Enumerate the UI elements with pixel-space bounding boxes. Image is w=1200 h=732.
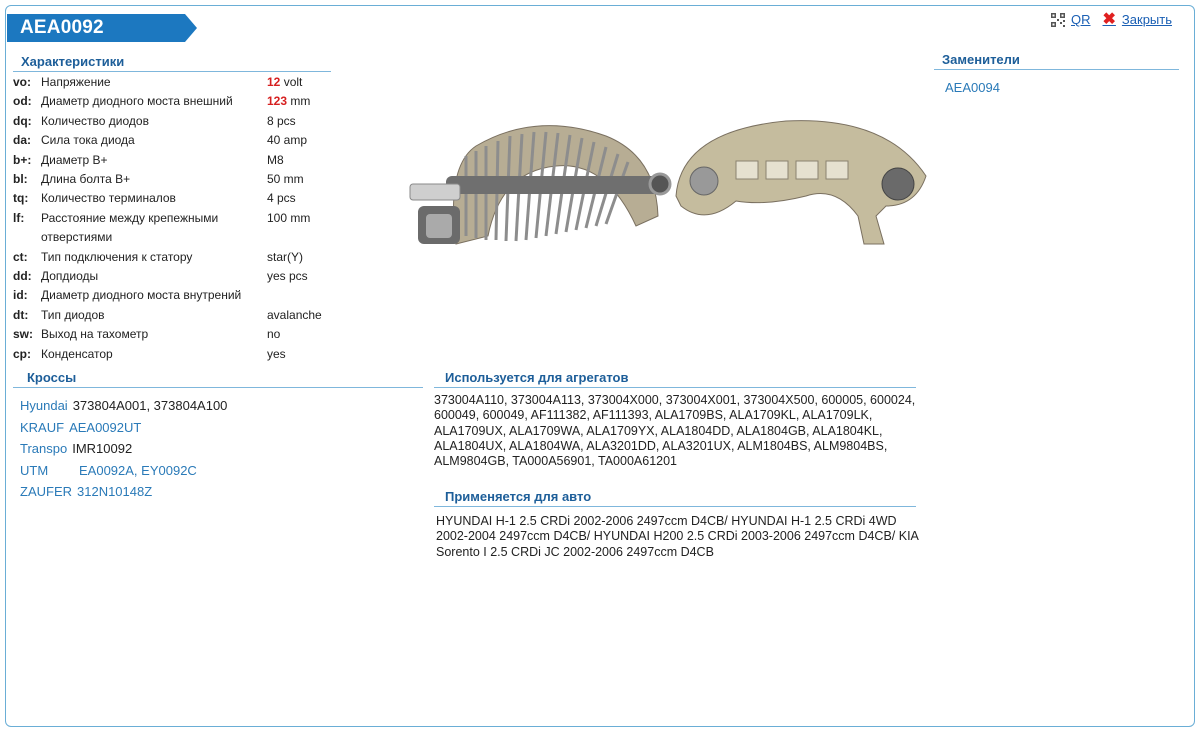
spec-value-unit: M8 <box>267 152 284 167</box>
spec-row <box>13 131 337 150</box>
spec-code: dt: <box>13 307 29 322</box>
product-title: AEA0092 <box>20 17 104 38</box>
spec-name: Тип диодов <box>41 307 105 322</box>
cross-parts[interactable]: EA0092A, EY0092C <box>79 462 197 478</box>
spec-name: Допдиоды <box>41 269 99 284</box>
spec-row <box>13 325 337 344</box>
spec-value-unit: volt <box>280 75 303 89</box>
spec-value-unit: yes <box>267 346 286 361</box>
title-tab <box>7 14 197 42</box>
spec-row <box>13 345 337 364</box>
cross-parts: IMR10092 <box>72 441 133 456</box>
spec-value-unit: 40 amp <box>267 133 308 148</box>
replacement-link[interactable]: AEA0094 <box>945 80 1000 95</box>
spec-value <box>267 248 337 267</box>
spec-row <box>13 151 337 170</box>
applied-auto-text: HYUNDAI H-1 2.5 CRDi 2002-2006 2497ccm D4CB/ HYUNDAI H-1 2.5 CRDi 4WD 2002-2004 2497ccm D4CB/ HYUNDAI H200 2.5 CRDi 2003-2006 2497ccm D4CB/ KIA Sorento I 2.5 CRDi JC 2002-2006 2497ccm D4CB <box>436 514 919 559</box>
spec-code: dq: <box>13 113 32 128</box>
cross-brand[interactable]: Hyundai <box>20 398 68 413</box>
spec-value <box>267 228 337 247</box>
spec-row <box>13 286 337 305</box>
spec-code: sw: <box>13 327 34 342</box>
cross-row <box>20 481 227 503</box>
cross-row <box>20 395 227 417</box>
spec-name: Тип подключения к статору <box>41 249 193 264</box>
spec-name: Количество диодов <box>41 113 149 128</box>
crosses-heading: Кроссы <box>13 370 423 388</box>
spec-value-unit: 100 mm <box>267 210 311 225</box>
product-photo <box>406 106 930 254</box>
cross-row <box>20 460 227 482</box>
spec-row <box>13 189 337 208</box>
close-link[interactable] <box>1103 12 1172 27</box>
spec-value <box>267 151 337 170</box>
qr-icon <box>1051 13 1065 27</box>
spec-code: cp: <box>13 346 31 361</box>
spec-value <box>267 286 337 305</box>
spec-row <box>13 228 337 247</box>
spec-value-unit: 4 pcs <box>267 191 296 206</box>
spec-value <box>267 112 337 131</box>
spec-value <box>267 306 337 325</box>
cross-brand[interactable]: Transpo <box>20 441 68 456</box>
spec-code: tq: <box>13 191 29 206</box>
qr-link[interactable] <box>1051 12 1091 27</box>
spec-code: dd: <box>13 269 32 284</box>
used-for-heading: Используется для агрегатов <box>434 370 916 388</box>
cross-parts: 373804A001, 373804A100 <box>72 398 228 413</box>
spec-value <box>267 325 337 344</box>
spec-value <box>267 170 337 189</box>
replacements-heading: Заменители <box>934 52 1179 70</box>
crosses-list <box>20 395 227 503</box>
spec-value-unit: 50 mm <box>267 172 304 187</box>
spec-row <box>13 306 337 325</box>
spec-name: Напряжение <box>41 75 111 89</box>
spec-code: ct: <box>13 249 28 264</box>
spec-value <box>267 267 337 286</box>
applied-auto-heading: Применяется для авто <box>434 489 916 507</box>
specs-table <box>13 73 337 364</box>
cross-brand[interactable]: UTM <box>20 462 49 478</box>
spec-value-unit: star(Y) <box>267 249 303 264</box>
cross-row <box>20 438 227 460</box>
spec-row <box>13 92 337 111</box>
spec-name: Количество терминалов <box>41 191 176 206</box>
spec-name: Выход на тахометр <box>41 327 149 342</box>
spec-value-unit: 8 pcs <box>267 113 296 128</box>
spec-value-unit: no <box>267 327 281 342</box>
spec-name: Диаметр диодного моста внутрений <box>41 288 242 303</box>
spec-code: od: <box>13 94 32 109</box>
spec-value <box>267 92 337 111</box>
characteristics-heading: Характеристики <box>13 54 331 72</box>
spec-code: da: <box>13 133 31 148</box>
spec-row <box>13 248 337 267</box>
spec-code: bl: <box>13 172 28 187</box>
close-label: Закрыть <box>1121 12 1172 27</box>
cross-brand[interactable]: ZAUFER <box>20 484 72 499</box>
spec-name: отверстиями <box>41 230 113 245</box>
spec-name: Конденсатор <box>41 346 113 361</box>
cross-brand[interactable]: KRAUF <box>20 419 65 435</box>
spec-name: Сила тока диода <box>41 133 135 148</box>
spec-name: Диаметр диодного моста внешний <box>41 94 233 109</box>
spec-value-unit: yes pcs <box>267 269 308 284</box>
cross-parts[interactable]: AEA0092UT <box>69 419 142 435</box>
spec-value <box>267 73 337 92</box>
spec-row <box>13 209 337 228</box>
spec-value-number: 123 <box>267 94 288 109</box>
spec-row <box>13 267 337 286</box>
cross-parts[interactable]: 312N10148Z <box>77 484 153 499</box>
spec-value <box>267 345 337 364</box>
spec-code: b+: <box>13 152 32 167</box>
qr-label: QR <box>1071 12 1091 27</box>
spec-code: lf: <box>13 210 25 225</box>
spec-code: id: <box>13 288 28 303</box>
used-for-text: 373004A110, 373004A113, 373004X000, 373004X001, 373004X500, 600005, 600024, 600049, 600049, AF111382, AF111393, ALA1709BS, ALA1709KL, ALA1709LK, ALA1709UX, ALA1709WA, ALA1709YX, ALA1804DD, ALA1804GB, ALA1804KL, ALA1804UX, ALA1804WA, ALA3201DD, ALA3201UX, ALM1804BS, ALM9804BS, ALM9804GB, TA000A56901, TA000A61201 <box>434 393 916 469</box>
close-icon: ✖ <box>1102 10 1116 28</box>
spec-row <box>13 170 337 189</box>
spec-name: Длина болта B+ <box>41 172 131 187</box>
cross-row <box>20 417 227 439</box>
spec-value <box>267 189 337 208</box>
spec-value <box>267 209 337 228</box>
spec-value <box>267 131 337 150</box>
spec-name: Расстояние между крепежными <box>41 210 219 225</box>
spec-row <box>13 112 337 131</box>
spec-value-unit: mm <box>287 94 311 109</box>
spec-code: vo: <box>13 75 31 89</box>
spec-code <box>13 228 41 247</box>
spec-value-unit: avalanche <box>267 307 322 322</box>
spec-name: Диаметр B+ <box>41 152 108 167</box>
spec-row <box>13 73 337 92</box>
spec-value-number: 12 <box>267 75 281 89</box>
top-links <box>1051 12 1172 27</box>
